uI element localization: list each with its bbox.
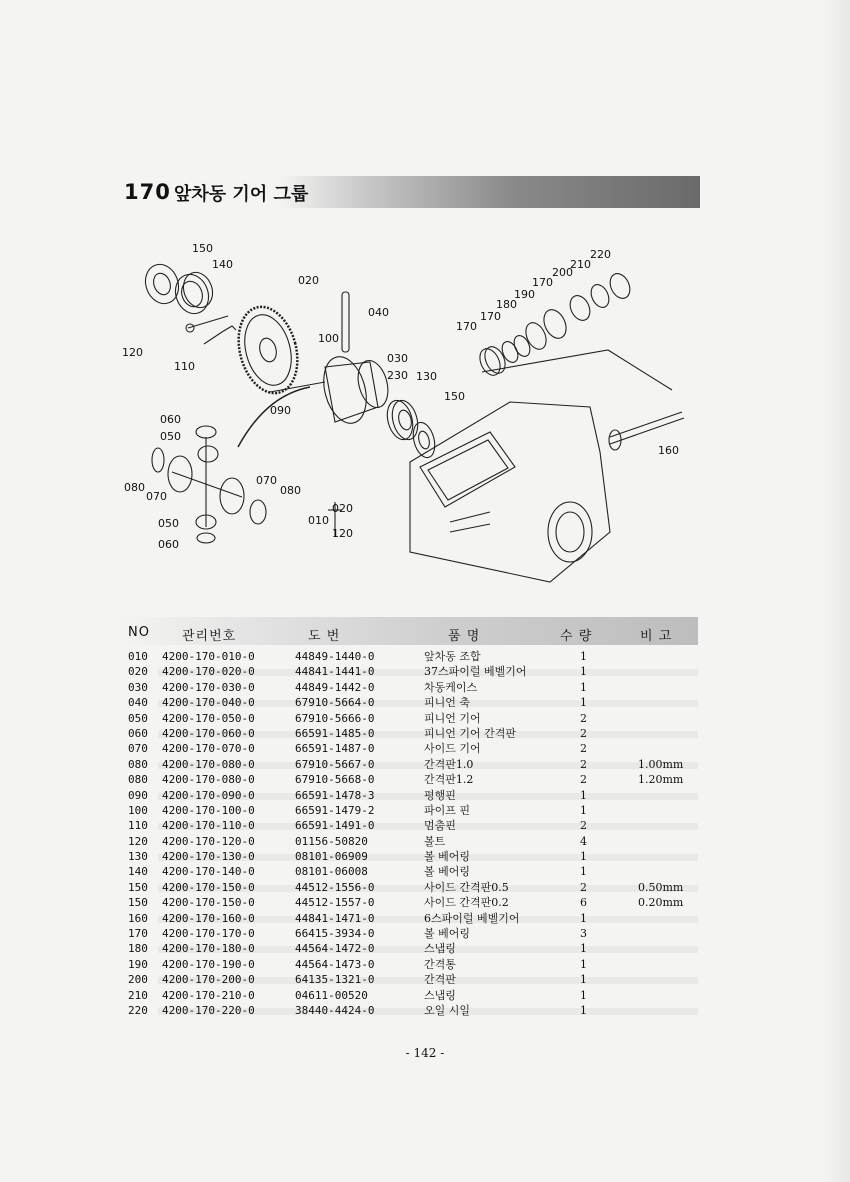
header-qty: 수 량 — [560, 629, 593, 644]
diagram-label: 100 — [318, 332, 339, 345]
cell-part-no: 4200-170-210-0 — [162, 988, 255, 1002]
cell-part-no: 4200-170-060-0 — [162, 726, 255, 740]
cell-no: 220 — [128, 1003, 148, 1017]
parts-table-header — [118, 617, 698, 645]
cell-qty: 3 — [580, 927, 587, 941]
cell-no: 210 — [128, 988, 148, 1002]
cell-no: 140 — [128, 865, 148, 879]
cell-part-no: 4200-170-180-0 — [162, 942, 255, 956]
header-no: NO — [128, 625, 150, 640]
diagram-label: 220 — [590, 248, 611, 261]
table-row — [118, 788, 698, 803]
cell-name: 피니언 기어 간격판 — [424, 726, 517, 740]
table-row — [118, 803, 698, 818]
table-row — [118, 772, 698, 787]
cell-qty: 1 — [580, 973, 587, 987]
parts-table-body — [118, 649, 698, 1018]
cell-qty: 1 — [580, 696, 587, 710]
diagram-label: 180 — [496, 298, 517, 311]
transmission-housing-drawing — [410, 402, 610, 582]
exploded-parts-diagram — [110, 232, 710, 602]
diagram-label: 120 — [122, 346, 143, 359]
cell-part-no: 4200-170-130-0 — [162, 850, 255, 864]
diagram-label: 080 — [124, 481, 145, 494]
cell-name: 파이프 핀 — [424, 803, 471, 817]
cell-name: 앞차동 조합 — [424, 650, 481, 663]
cell-qty: 1 — [580, 850, 587, 864]
cell-name: 멈춤핀 — [424, 819, 456, 833]
cell-name: 피니언 축 — [424, 696, 471, 710]
table-row — [118, 895, 698, 910]
cell-name: 피니언 기어 — [424, 711, 481, 725]
cell-name: 스냅링 — [424, 942, 456, 956]
cell-part-no: 4200-170-080-0 — [162, 773, 255, 787]
table-row — [118, 757, 698, 772]
cell-part-no: 4200-170-170-0 — [162, 927, 255, 941]
cell-name: 사이드 간격판0.5 — [424, 880, 509, 894]
cell-qty: 1 — [580, 788, 587, 802]
cell-name: 37스파이럴 베벨기어 — [424, 665, 527, 679]
cell-no: 070 — [128, 742, 148, 756]
cell-drawing-no: 08101-06909 — [295, 850, 368, 864]
cell-no: 170 — [128, 927, 148, 941]
cell-no: 180 — [128, 942, 148, 956]
cell-no: 100 — [128, 803, 148, 817]
table-row — [118, 988, 698, 1003]
cell-no: 190 — [128, 957, 148, 971]
cell-qty: 2 — [580, 773, 587, 787]
diagram-label: 020 — [298, 274, 319, 287]
table-row — [118, 911, 698, 926]
table-row — [118, 726, 698, 741]
table-row — [118, 680, 698, 695]
cell-name: 평행핀 — [424, 788, 456, 802]
cell-qty: 2 — [580, 880, 587, 894]
cell-no: 200 — [128, 973, 148, 987]
table-row — [118, 664, 698, 679]
header-gradient-bar — [279, 176, 700, 208]
cell-part-no: 4200-170-010-0 — [162, 650, 255, 663]
cell-part-no: 4200-170-190-0 — [162, 957, 255, 971]
cell-drawing-no: 67910-5668-0 — [295, 773, 375, 787]
cell-part-no: 4200-170-220-0 — [162, 1003, 255, 1017]
cell-name: 간격통 — [424, 957, 456, 971]
cell-part-no: 4200-170-150-0 — [162, 896, 255, 910]
cell-name: 간격판1.0 — [424, 757, 474, 771]
cell-no: 160 — [128, 911, 148, 925]
header-name: 품 명 — [448, 629, 481, 644]
diagram-label: 120 — [332, 527, 353, 540]
cell-qty: 1 — [580, 865, 587, 879]
header-part-no: 관리번호 — [182, 629, 237, 644]
table-row — [118, 926, 698, 941]
cell-qty: 1 — [580, 957, 587, 971]
diagram-label: 170 — [456, 320, 477, 333]
cell-name: 오일 시일 — [424, 1003, 471, 1017]
cell-part-no: 4200-170-160-0 — [162, 911, 255, 925]
table-row — [118, 864, 698, 879]
cell-no: 060 — [128, 726, 148, 740]
cell-name: 볼트 — [424, 834, 446, 848]
cell-no: 020 — [128, 665, 148, 679]
diagram-label: 060 — [158, 538, 179, 551]
cell-drawing-no: 64135-1321-0 — [295, 973, 375, 987]
page-number: - 142 - — [405, 1046, 445, 1060]
table-row — [118, 711, 698, 726]
cell-no: 150 — [128, 896, 148, 910]
cell-name: 사이드 간격판0.2 — [424, 896, 509, 910]
cell-no: 090 — [128, 788, 148, 802]
diagram-label: 210 — [570, 258, 591, 271]
cell-drawing-no: 08101-06008 — [295, 865, 368, 879]
cell-drawing-no: 38440-4424-0 — [295, 1003, 375, 1017]
cell-drawing-no: 66591-1479-2 — [295, 803, 375, 817]
cell-qty: 2 — [580, 726, 587, 740]
bearing-stack-drawing — [476, 270, 672, 390]
table-row — [118, 880, 698, 895]
diagram-label: 070 — [256, 474, 277, 487]
diagram-label: 030 — [387, 352, 408, 365]
table-row — [118, 741, 698, 756]
cell-part-no: 4200-170-100-0 — [162, 803, 255, 817]
cell-drawing-no: 44849-1442-0 — [295, 680, 375, 694]
cell-qty: 1 — [580, 911, 587, 925]
cell-drawing-no: 66591-1485-0 — [295, 726, 375, 740]
diagram-label: 050 — [158, 517, 179, 530]
diagram-label: 010 — [308, 514, 329, 527]
cell-qty: 1 — [580, 665, 587, 679]
cell-name: 간격판 — [424, 973, 456, 987]
cell-name: 차동케이스 — [424, 680, 478, 694]
cell-note: 1.00mm — [638, 757, 684, 771]
cell-part-no: 4200-170-110-0 — [162, 819, 255, 833]
table-row — [118, 957, 698, 972]
diagram-label: 070 — [146, 490, 167, 503]
diagram-label: 190 — [514, 288, 535, 301]
cell-note: 0.20mm — [638, 896, 684, 910]
diagram-label: 060 — [160, 413, 181, 426]
cell-name: 볼 베어링 — [424, 927, 471, 941]
cell-no: 110 — [128, 819, 148, 833]
cell-name: 볼 베어링 — [424, 850, 471, 864]
cell-name: 6스파이럴 베벨기어 — [424, 911, 520, 925]
bolt-120-drawing — [186, 316, 236, 344]
cell-name: 볼 베어링 — [424, 865, 471, 879]
table-row — [118, 649, 698, 664]
diagram-label: 200 — [552, 266, 573, 279]
cell-part-no: 4200-170-050-0 — [162, 711, 255, 725]
diagram-label: 040 — [368, 306, 389, 319]
table-row — [118, 834, 698, 849]
cell-note: 1.20mm — [638, 773, 684, 787]
ring-gear-020-drawing — [230, 300, 307, 399]
cell-name: 스냅링 — [424, 988, 456, 1002]
cell-drawing-no: 66415-3934-0 — [295, 927, 375, 941]
cell-drawing-no: 67910-5667-0 — [295, 757, 375, 771]
cell-name: 사이드 기어 — [424, 742, 481, 756]
cell-no: 050 — [128, 711, 148, 725]
cell-note: 0.50mm — [638, 880, 684, 894]
cell-no: 120 — [128, 834, 148, 848]
cell-qty: 4 — [580, 834, 587, 848]
cell-part-no: 4200-170-120-0 — [162, 834, 255, 848]
diagram-label: 020 — [332, 502, 353, 515]
cell-qty: 1 — [580, 650, 587, 663]
table-row — [118, 1003, 698, 1018]
diagram-label: 140 — [212, 258, 233, 271]
diagram-label: 150 — [192, 242, 213, 255]
header-note: 비 고 — [640, 629, 673, 644]
cell-part-no: 4200-170-140-0 — [162, 865, 255, 879]
pinion-shaft-040-drawing — [342, 292, 349, 352]
diagram-label: 090 — [270, 404, 291, 417]
cell-no: 040 — [128, 696, 148, 710]
table-row — [118, 972, 698, 987]
cell-no: 130 — [128, 850, 148, 864]
diagram-label: 050 — [160, 430, 181, 443]
cell-drawing-no: 66591-1487-0 — [295, 742, 375, 756]
cell-qty: 1 — [580, 680, 587, 694]
cell-qty: 2 — [580, 711, 587, 725]
cell-drawing-no: 66591-1491-0 — [295, 819, 375, 833]
cell-drawing-no: 04611-00520 — [295, 988, 368, 1002]
cell-drawing-no: 44512-1557-0 — [295, 896, 375, 910]
diagram-label: 170 — [480, 310, 501, 323]
cell-drawing-no: 67910-5666-0 — [295, 711, 375, 725]
cell-qty: 1 — [580, 988, 587, 1002]
cell-part-no: 4200-170-040-0 — [162, 696, 255, 710]
cell-qty: 1 — [580, 803, 587, 817]
cell-part-no: 4200-170-200-0 — [162, 973, 255, 987]
section-header — [124, 176, 700, 208]
cell-part-no: 4200-170-090-0 — [162, 788, 255, 802]
diagram-label: 080 — [280, 484, 301, 497]
cell-part-no: 4200-170-020-0 — [162, 665, 255, 679]
cell-part-no: 4200-170-030-0 — [162, 680, 255, 694]
cell-drawing-no: 44841-1441-0 — [295, 665, 375, 679]
scan-edge-shadow — [822, 0, 850, 1182]
cell-drawing-no: 44564-1472-0 — [295, 942, 375, 956]
cell-drawing-no: 67910-5664-0 — [295, 696, 375, 710]
diagram-label: 110 — [174, 360, 195, 373]
diagram-label: 170 — [532, 276, 553, 289]
cell-no: 010 — [128, 650, 148, 663]
section-title: 앞차동 기어 그룹 — [174, 184, 309, 205]
cell-name: 간격판1.2 — [424, 773, 474, 787]
table-row — [118, 695, 698, 710]
cell-part-no: 4200-170-080-0 — [162, 757, 255, 771]
table-row — [118, 849, 698, 864]
cell-qty: 2 — [580, 757, 587, 771]
cell-drawing-no: 44841-1471-0 — [295, 911, 375, 925]
diagram-label: 130 — [416, 370, 437, 383]
bearing-130-drawing — [383, 398, 422, 443]
table-row — [118, 818, 698, 833]
cell-drawing-no: 44849-1440-0 — [295, 650, 375, 663]
cell-no: 080 — [128, 773, 148, 787]
diagram-label: 230 — [387, 369, 408, 382]
diagram-label: 150 — [444, 390, 465, 403]
cell-drawing-no: 66591-1478-3 — [295, 788, 375, 802]
cell-no: 030 — [128, 680, 148, 694]
cell-part-no: 4200-170-070-0 — [162, 742, 255, 756]
cell-drawing-no: 01156-50820 — [295, 834, 368, 848]
cell-drawing-no: 44512-1556-0 — [295, 880, 375, 894]
cell-qty: 1 — [580, 942, 587, 956]
cell-no: 150 — [128, 880, 148, 894]
section-number: 170 — [124, 180, 171, 204]
cell-qty: 2 — [580, 819, 587, 833]
header-drawing-no: 도 번 — [308, 629, 341, 644]
cell-no: 080 — [128, 757, 148, 771]
cell-drawing-no: 44564-1473-0 — [295, 957, 375, 971]
diff-case-030-drawing — [317, 352, 393, 428]
cell-qty: 1 — [580, 1003, 587, 1017]
cell-qty: 2 — [580, 742, 587, 756]
cell-qty: 6 — [580, 896, 587, 910]
cell-part-no: 4200-170-150-0 — [162, 880, 255, 894]
diagram-label: 160 — [658, 444, 679, 457]
table-row — [118, 941, 698, 956]
